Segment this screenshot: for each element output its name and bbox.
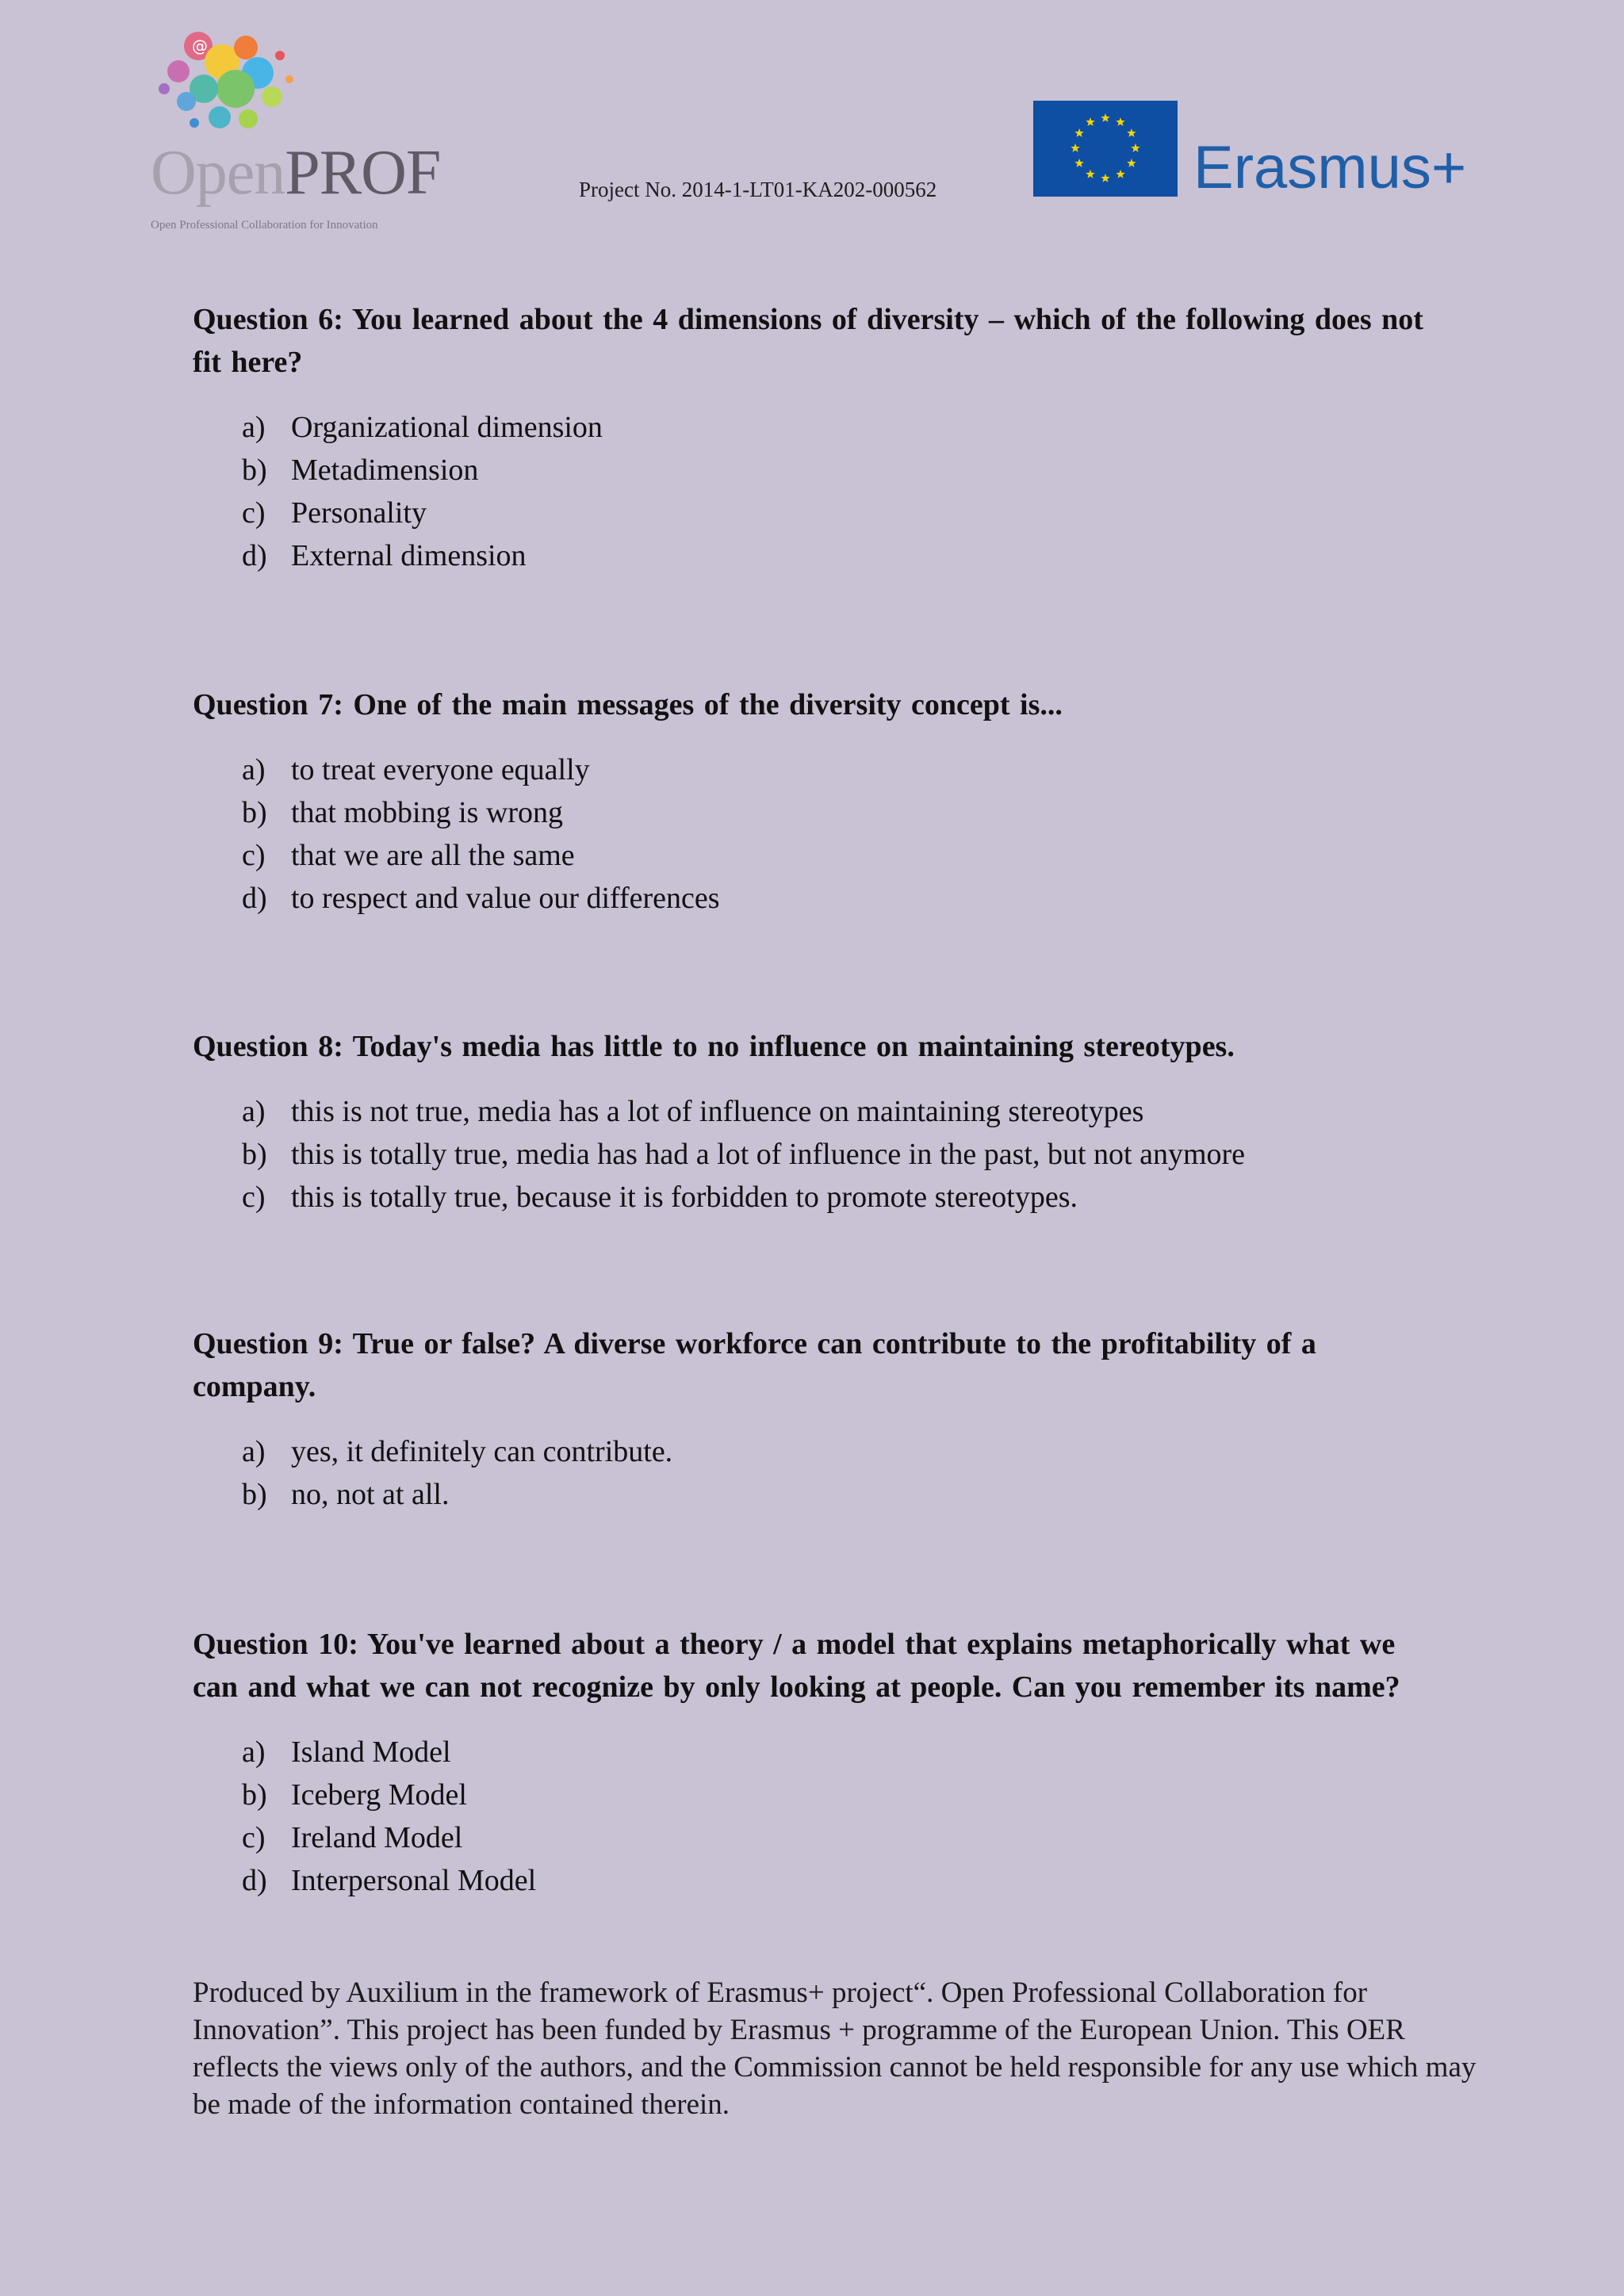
option-text: Organizational dimension <box>291 411 603 444</box>
question-text: Question 6: You learned about the 4 dimensions of diversity – which of the following does not fit here? <box>193 303 1423 379</box>
option-letter: c) <box>242 496 266 530</box>
option-text: Iceberg Model <box>291 1778 467 1812</box>
svg-text:@: @ <box>192 36 208 55</box>
option-item <box>193 834 1446 877</box>
option-item <box>193 791 1446 834</box>
option-item <box>193 406 1446 449</box>
erasmus-wordmark: Erasmus+ <box>1193 134 1467 201</box>
option-text: this is totally true, media has had a lot of influence in the past, but not anymore <box>291 1138 1246 1171</box>
option-letter: a) <box>242 1435 266 1468</box>
option-letter: b) <box>242 1478 267 1511</box>
openprof-logo <box>147 24 448 232</box>
option-letter: c) <box>242 839 266 872</box>
option-item <box>193 1090 1446 1133</box>
question-block-7 <box>193 683 1446 920</box>
option-item <box>193 534 1446 577</box>
option-item <box>193 1816 1446 1859</box>
option-text: Metadimension <box>291 453 479 487</box>
question-text: Question 10: You've learned about a theory / a model that explains metaphorically what we can and what we can not recognize by only looking at people. Can you remember its name? <box>193 1628 1400 1704</box>
option-letter: a) <box>242 1735 266 1769</box>
social-bubbles-icon <box>147 24 305 151</box>
funding-disclaimer: Produced by Auxilium in the framework of Erasmus+ project“. Open Professional Collaboration for Innovation”. This project has been funded by Erasmus + programme of the European Union. This OER reflects the views only of the authors, and the Commission cannot be held responsible for any use which may be made of the information contained therein. <box>193 1976 1477 2121</box>
options-list <box>193 1430 1446 1516</box>
option-item <box>193 1473 1446 1516</box>
option-text: this is not true, media has a lot of influence on maintaining stereotypes <box>291 1095 1144 1128</box>
option-text: to respect and value our differences <box>291 882 720 915</box>
option-letter: b) <box>242 1138 267 1171</box>
question-text: Question 9: True or false? A diverse workforce can contribute to the profitability of a company. <box>193 1327 1316 1403</box>
option-item <box>193 1133 1446 1176</box>
options-list <box>193 1090 1446 1219</box>
option-letter: d) <box>242 1864 267 1897</box>
option-letter: c) <box>242 1181 266 1214</box>
option-item <box>193 1859 1446 1902</box>
option-text: Ireland Model <box>291 1821 463 1854</box>
option-item <box>193 1731 1446 1774</box>
question-block-6 <box>193 298 1446 577</box>
option-letter: a) <box>242 1095 266 1128</box>
option-text: that we are all the same <box>291 839 575 872</box>
openprof-wordmark <box>151 138 441 208</box>
option-text: External dimension <box>291 539 527 572</box>
option-text: to treat everyone equally <box>291 753 590 786</box>
openprof-word-open: Open <box>151 138 285 208</box>
option-item <box>193 492 1446 534</box>
option-item <box>193 1774 1446 1816</box>
option-item <box>193 877 1446 920</box>
openprof-word-prof: PROF <box>285 138 441 208</box>
option-letter: d) <box>242 882 267 915</box>
options-list <box>193 1731 1446 1902</box>
option-letter: b) <box>242 453 267 487</box>
option-text: this is totally true, because it is forbidden to promote stereotypes. <box>291 1181 1078 1214</box>
project-number: Project No. 2014-1-LT01-KA202-000562 <box>579 178 937 201</box>
question-text: Question 7: One of the main messages of the diversity concept is... <box>193 688 1063 721</box>
option-item <box>193 748 1446 791</box>
erasmus-logo <box>1033 100 1517 203</box>
option-text: no, not at all. <box>291 1478 450 1511</box>
openprof-tagline: Open Professional Collaboration for Innovation <box>151 219 378 232</box>
option-letter: b) <box>242 1778 267 1812</box>
option-letter: a) <box>242 753 266 786</box>
option-text: yes, it definitely can contribute. <box>291 1435 673 1468</box>
option-item <box>193 449 1446 492</box>
question-block-8 <box>193 1025 1446 1219</box>
options-list <box>193 406 1446 577</box>
option-text: Personality <box>291 496 427 530</box>
option-text: Island Model <box>291 1735 451 1769</box>
question-block-10 <box>193 1623 1446 1902</box>
option-text: that mobbing is wrong <box>291 796 564 829</box>
option-item <box>193 1176 1446 1219</box>
eu-flag-icon <box>1033 101 1178 197</box>
options-list <box>193 748 1446 920</box>
option-text: Interpersonal Model <box>291 1864 537 1897</box>
question-text: Question 8: Today's media has little to no influence on maintaining stereotypes. <box>193 1030 1235 1063</box>
option-item <box>193 1430 1446 1473</box>
option-letter: c) <box>242 1821 266 1854</box>
option-letter: b) <box>242 796 267 829</box>
option-letter: d) <box>242 539 267 572</box>
option-letter: a) <box>242 411 266 444</box>
question-block-9 <box>193 1322 1446 1516</box>
